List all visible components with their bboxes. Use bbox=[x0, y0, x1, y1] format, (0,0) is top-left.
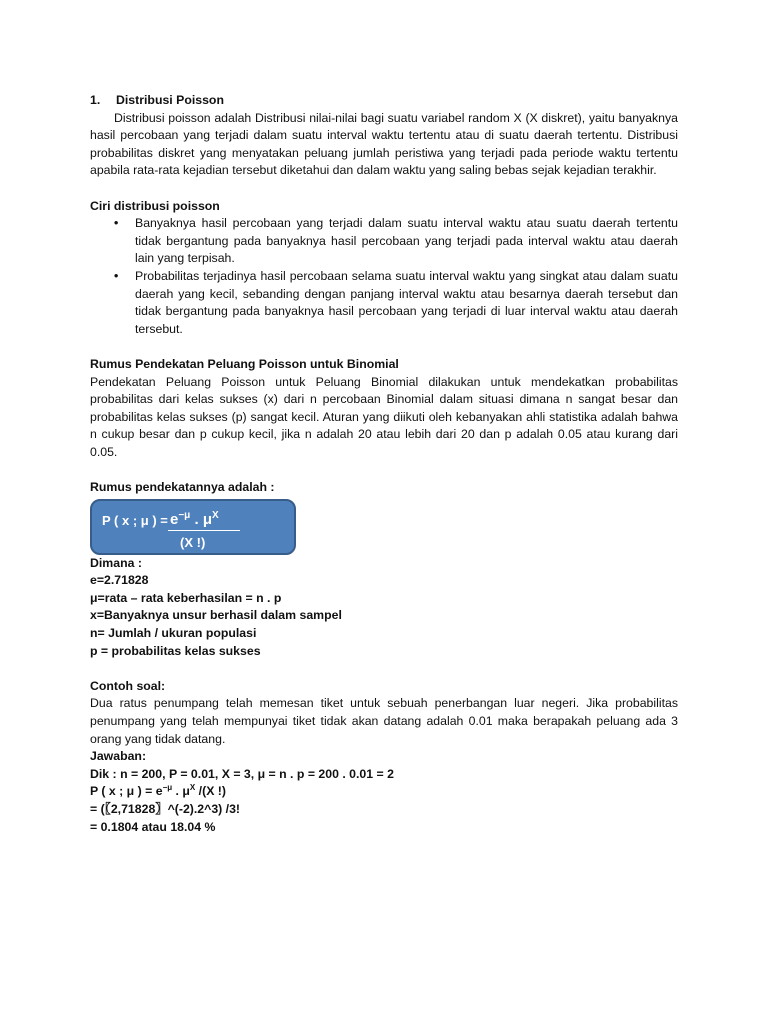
list-item bbox=[90, 215, 678, 268]
bullet-icon: • bbox=[114, 268, 119, 283]
jawaban-step: = (〖2,71828〗^(-2).2^3) /3! bbox=[90, 801, 241, 816]
jawaban-label: Jawaban: bbox=[90, 749, 147, 764]
dimana-label: Dimana : bbox=[90, 555, 142, 570]
rumus-paragraph: Pendekatan Peluang Poisson untuk Peluang Binomial dilakukan untuk mendekatkan probabilitas probabilitas dari kelas sukses (x) dari n percobaan Binomial dalam situasi dimana n sangat besar dan probabilitas kelas sukses (p) sangat kecil. Aturan yang diikuti oleh kebanyakan ahli statistika adalah bahwa n cukup besar dan p cukup kecil, jika n adalah 20 atau lebih dari 20 dan p adalah 0.05 atau kurang dari 0.05. bbox=[90, 374, 678, 459]
ciri-heading: Ciri distribusi poisson bbox=[90, 198, 220, 213]
contoh-heading: Contoh soal: bbox=[90, 678, 166, 693]
formula-denominator: (X !) bbox=[180, 534, 206, 550]
section-number: 1. bbox=[90, 93, 101, 107]
bullet-icon: • bbox=[114, 216, 119, 231]
pendekatan-label: Rumus pendekatannya adalah : bbox=[90, 480, 275, 495]
dimana-line: μ=rata – rata keberhasilan = n . p bbox=[90, 590, 282, 605]
list-item bbox=[90, 268, 678, 338]
dimana-line: n= Jumlah / ukuran populasi bbox=[90, 626, 257, 641]
contoh-paragraph: Dua ratus penumpang telah memesan tiket untuk sebuah penerbangan luar negeri. Jika probabilitas penumpang yang telah mempunyai tiket tidak akan datang adalah 0.01 maka berapakah peluang ada 3 orang yang tidak datang. bbox=[90, 696, 678, 746]
intro-paragraph: Distribusi poisson adalah Distribusi nilai-nilai bagi suatu variabel random X (X diskret), yaitu banyaknya hasil percobaan yang terjadi dalam suatu interval waktu tertentu atau di suatu daerah tertentu. Distribusi probabilitas diskret yang menyatakan peluang jumlah peristiwa yang terjadi pada periode waktu tertentu apabila rata-rata kejadian tersebut diketahui dan dalam waktu yang saling bebas sejak kejadian terakhir. bbox=[90, 110, 678, 178]
jawaban-formula: P ( x ; μ ) = $e^{-\mu}$ . $\mu^X$ /(X !) bbox=[90, 783, 227, 799]
fraction-bar bbox=[168, 530, 240, 532]
formula-box bbox=[90, 499, 296, 555]
list-item-text: Probabilitas terjadinya hasil percobaan selama suatu interval waktu yang singkat atau dalam suatu daerah yang kecil, sebanding dengan panjang interval waktu atau besarnya daerah tersebut dan tidak bergantung pada banyaknya hasil percobaan yang terjadi di luar interval waktu atau daerah tersebut. bbox=[135, 268, 678, 336]
jawaban-dik: Dik : n = 200, P = 0.01, X = 3, μ = n . p = 200 . 0.01 = 2 bbox=[90, 766, 394, 781]
document-page bbox=[90, 92, 678, 836]
section-heading bbox=[90, 92, 678, 110]
list-item-text: Banyaknya hasil percobaan yang terjadi dalam suatu interval waktu atau suatu daerah tertentu tidak bergantung pada banyaknya hasil percobaan yang terjadi pada interval waktu atau daerah lain yang terpisah. bbox=[135, 216, 678, 266]
jawaban-result: = 0.1804 atau 18.04 % bbox=[90, 819, 216, 834]
section-title: Distribusi Poisson bbox=[116, 93, 224, 107]
dimana-line: x=Banyaknya unsur berhasil dalam sampel bbox=[90, 608, 342, 623]
formula-lhs: P ( x ; μ ) = bbox=[102, 512, 168, 528]
dimana-line: e=2.71828 bbox=[90, 573, 149, 588]
ciri-list bbox=[90, 215, 678, 338]
dimana-line: p = probabilitas kelas sukses bbox=[90, 643, 261, 658]
formula-numerator: $e^{-\mu}$ . $\mu^X$ bbox=[170, 509, 219, 528]
rumus-heading: Rumus Pendekatan Peluang Poisson untuk Binomial bbox=[90, 356, 399, 371]
